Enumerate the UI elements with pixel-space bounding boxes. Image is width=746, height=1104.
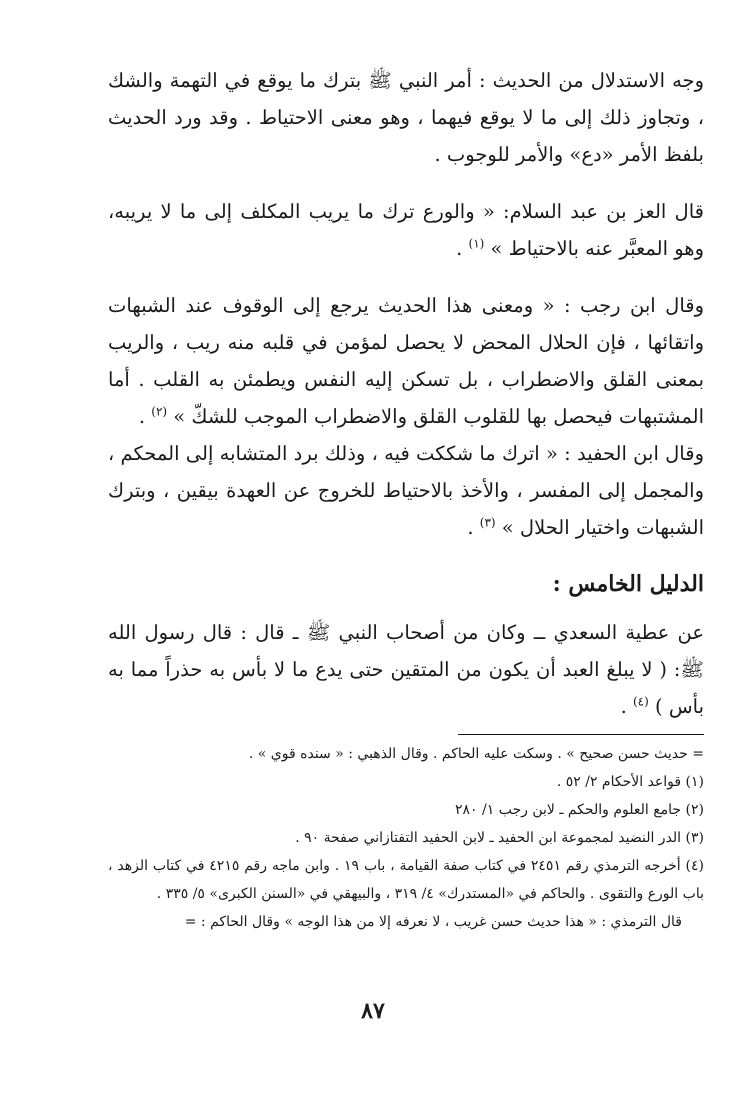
paragraph-text: وقال ابن رجب : « ومعنى هذا الحديث يرجع إلى الوقوف عند الشبهات واتقائها ، فإن الحلال المحض لا يحصل لمؤمن في قلبه منه ريب ، والريب بمعنى القلق والاضطراب ، بل تسكن إليه النفس ويطمئن به القلب . أما المشتبهات فيحصل بها للقلوب القلق والاضطراب الموجب للشكّ » <box>108 294 704 428</box>
footnote-4: (٤) أخرجه الترمذي رقم ٢٤٥١ في كتاب صفة القيامة ، باب ١٩ . وابن ماجه رقم ٤٢١٥ في كتاب الزهد ، باب الورع والتقوى . والحاكم في «المستدرك» ٤/ ٣١٩ ، والبيهقي في «السنن الكبرى» ٥/ ٣٣٥ . <box>108 858 704 902</box>
page-number: ٨٧ <box>361 998 385 1024</box>
paragraph-hadith: عن عطية السعدي ــ وكان من أصحاب النبي ﷺ ـ قال : قال رسول الله ﷺ: ( لا يبلغ العبد أن يكون من المتقين حتى يدع ما لا بأس به حذراً مما به بأس ) $^{(٤)}$ . <box>108 621 704 718</box>
paragraph-ibn-rajab-quote: وقال ابن رجب : « ومعنى هذا الحديث يرجع إلى الوقوف عند الشبهات واتقائها ، فإن الحلال المحض لا يحصل لمؤمن في قلبه منه ريب ، والريب بمعنى القلق والاضطراب ، بل تسكن إليه النفس ويطمئن به القلب . أما المشتبهات فيحصل بها للقلوب القلق والاضطراب الموجب للشكّ » $^{(٢)}$ . <box>108 294 704 428</box>
footnote-divider <box>458 734 704 735</box>
footnotes <box>108 740 704 936</box>
section-heading: الدليل الخامس : <box>552 571 704 597</box>
paragraph-inference <box>108 62 704 173</box>
footnote-continuation: = حديث حسن صحيح » . وسكت عليه الحاكم . وقال الذهبي : « سنده قوي » . <box>248 746 704 762</box>
footnote-4-tail: قال الترمذي : « هذا حديث حسن غريب ، لا نعرفه إلا من هذا الوجه » وقال الحاكم : = <box>184 914 682 930</box>
footnote-ref-1[interactable]: (١) <box>468 236 485 251</box>
footnote-2: (٢) جامع العلوم والحكم ـ لابن رجب ١/ ٢٨٠ <box>455 802 704 818</box>
footnote-ref-2[interactable]: (٢) <box>151 404 168 419</box>
paragraph-ibn-hafid-quote: وقال ابن الحفيد : « اترك ما شككت فيه ، وذلك برد المتشابه إلى المحكم ، والمجمل إلى المفسر ، والأخذ بالاحتياط للخروج عن العهدة بيقين ، وبترك الشبهات واختيار الحلال » $^{(٣)}$ . <box>108 442 704 539</box>
paragraph-text: وجه الاستدلال من الحديث : أمر النبي ﷺ بترك ما يوقع في التهمة والشك ، وتجاوز ذلك إلى ما لا يوقع فيهما ، وهو معنى الاحتياط . وقد ورد الحديث بلفظ الأمر «دع» والأمر للوجوب . <box>108 69 704 166</box>
main-text <box>108 62 704 725</box>
footnote-1: (١) قواعد الأحكام ٢/ ٥٢ . <box>556 774 704 790</box>
paragraph-text: وقال ابن الحفيد : « اترك ما شككت فيه ، وذلك برد المتشابه إلى المحكم ، والمجمل إلى المفسر ، والأخذ بالاحتياط للخروج عن العهدة بيقين ، وبترك الشبهات واختيار الحلال » <box>108 442 704 539</box>
footnote-ref-3[interactable]: (٣) <box>479 515 496 530</box>
footnote-3: (٣) الدر النضيد لمجموعة ابن الحفيد ـ لابن الحفيد التفتازاني صفحة ٩٠ . <box>295 830 704 846</box>
footnote-ref-4[interactable]: (٤) <box>632 694 649 709</box>
paragraph-izz-quote: قال العز بن عبد السلام: « والورع ترك ما يريب المكلف إلى ما لا يريبه، وهو المعبَّر عنه بالاحتياط » $^{(١)}$ . <box>108 200 704 260</box>
paragraph-text: قال العز بن عبد السلام: « والورع ترك ما يريب المكلف إلى ما لا يريبه، وهو المعبَّر عنه بالاحتياط » <box>108 200 704 260</box>
paragraph-text: عن عطية السعدي ــ وكان من أصحاب النبي ﷺ ـ قال : قال رسول الله ﷺ: ( لا يبلغ العبد أن يكون من المتقين حتى يدع ما لا بأس به حذراً مما به بأس ) <box>108 621 704 718</box>
